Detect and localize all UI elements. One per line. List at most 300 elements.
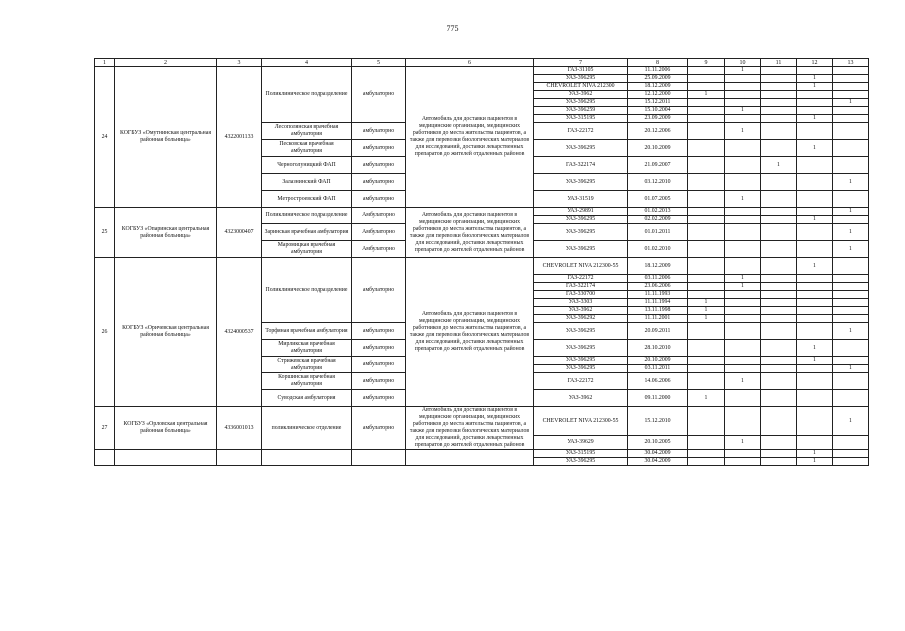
acquired-date: 12.12.2000 xyxy=(628,91,688,99)
mark-col-12 xyxy=(797,241,833,258)
vehicle-model: УАЗ-396295 xyxy=(534,224,628,241)
mark-col-11 xyxy=(761,241,797,258)
mark-col-10 xyxy=(725,208,761,216)
mark-col-12 xyxy=(797,373,833,390)
unit-name xyxy=(262,450,352,466)
mark-col-13 xyxy=(833,436,869,450)
acquired-date: 11.11.1994 xyxy=(628,299,688,307)
mark-col-9 xyxy=(688,323,725,340)
mark-col-11 xyxy=(761,99,797,107)
mark-col-12: 1 xyxy=(797,357,833,365)
org-name: КОГБУЗ «Орловская центральная районная больница» xyxy=(115,407,217,450)
mark-col-13: 1 xyxy=(833,208,869,216)
column-number: 4 xyxy=(262,59,352,67)
org-number: 24 xyxy=(95,67,115,208)
vehicle-model: УАЗ-396295 xyxy=(534,323,628,340)
care-type: амбулаторно xyxy=(352,340,406,357)
mark-col-9 xyxy=(688,224,725,241)
acquired-date: 30.04.2009 xyxy=(628,458,688,466)
acquired-date: 11.11.2001 xyxy=(628,315,688,323)
vehicle-model: УАЗ-396295 xyxy=(534,216,628,224)
mark-col-10 xyxy=(725,174,761,191)
mark-col-12 xyxy=(797,307,833,315)
mark-col-13 xyxy=(833,291,869,299)
vehicle-purpose: Автомобиль для доставки пациентов в медицинские организации, медицинских работников до места жительства пациентов, а также для перевозки биологических материалов для исследований, доставки лекарственных препаратов до жителей отдаленных районов xyxy=(406,258,534,407)
mark-col-9 xyxy=(688,99,725,107)
mark-col-10 xyxy=(725,258,761,275)
mark-col-10: 1 xyxy=(725,123,761,140)
vehicle-purpose xyxy=(406,450,534,466)
mark-col-11 xyxy=(761,258,797,275)
vehicle-model: УАЗ-396259 xyxy=(534,107,628,115)
org-number xyxy=(95,450,115,466)
mark-col-11 xyxy=(761,323,797,340)
acquired-date: 03.11.2006 xyxy=(628,275,688,283)
table-row xyxy=(95,208,869,216)
mark-col-11 xyxy=(761,373,797,390)
mark-col-13: 1 xyxy=(833,407,869,436)
mark-col-12: 1 xyxy=(797,216,833,224)
column-number: 7 xyxy=(534,59,628,67)
vehicle-purpose: Автомобиль для доставки пациентов в медицинские организации, медицинских работников до места жительства пациентов, а также для перевозки биологических материалов для исследований, доставки лекарственных препаратов до жителей отдаленных районов xyxy=(406,67,534,208)
mark-col-9 xyxy=(688,67,725,75)
acquired-date: 14.06.2006 xyxy=(628,373,688,390)
vehicle-model: УАЗ-315195 xyxy=(534,115,628,123)
mark-col-10 xyxy=(725,340,761,357)
column-number: 12 xyxy=(797,59,833,67)
acquired-date: 15.10.2004 xyxy=(628,107,688,115)
mark-col-9 xyxy=(688,458,725,466)
mark-col-9 xyxy=(688,157,725,174)
mark-col-12 xyxy=(797,224,833,241)
acquired-date: 15.12.2011 xyxy=(628,99,688,107)
column-number-row xyxy=(95,59,869,67)
mark-col-13 xyxy=(833,157,869,174)
mark-col-11 xyxy=(761,307,797,315)
mark-col-13 xyxy=(833,140,869,157)
acquired-date: 30.04.2009 xyxy=(628,450,688,458)
care-type: амбулаторно xyxy=(352,140,406,157)
mark-col-12 xyxy=(797,157,833,174)
mark-col-9 xyxy=(688,357,725,365)
mark-col-10 xyxy=(725,458,761,466)
care-type: амбулаторно xyxy=(352,323,406,340)
mark-col-13 xyxy=(833,83,869,91)
mark-col-10: 1 xyxy=(725,283,761,291)
mark-col-12 xyxy=(797,275,833,283)
acquired-date: 11.11.2006 xyxy=(628,67,688,75)
mark-col-12: 1 xyxy=(797,258,833,275)
vehicle-model: УАЗ-39629 xyxy=(534,436,628,450)
mark-col-10: 1 xyxy=(725,67,761,75)
vehicle-purpose: Автомобиль для доставки пациентов в медицинские организации, медицинских работников до места жительства пациентов, а также для перевозки биологических материалов для исследований, доставки лекарственных препаратов до жителей отдаленных районов xyxy=(406,208,534,258)
mark-col-9 xyxy=(688,436,725,450)
vehicle-purpose: Автомобиль для доставки пациентов в медицинские организации, медицинских работников до места жительства пациентов, а также для перевозки биологических материалов для исследований, доставки лекарственных препаратов до жителей отдаленных районов xyxy=(406,407,534,450)
mark-col-12 xyxy=(797,208,833,216)
mark-col-9 xyxy=(688,365,725,373)
unit-name: Коршинская врачебная амбулатория xyxy=(262,373,352,390)
vehicle-model: УАЗ-3303 xyxy=(534,299,628,307)
mark-col-13 xyxy=(833,307,869,315)
mark-col-9 xyxy=(688,208,725,216)
mark-col-10: 1 xyxy=(725,107,761,115)
unit-name: Поликлиническое подразделение xyxy=(262,208,352,224)
mark-col-12 xyxy=(797,191,833,208)
org-code: 4323000407 xyxy=(217,208,262,258)
mark-col-9 xyxy=(688,140,725,157)
org-name xyxy=(115,450,217,466)
mark-col-12: 1 xyxy=(797,450,833,458)
vehicle-model: УАЗ-396295 xyxy=(534,174,628,191)
unit-name: Поликлиническое подразделение xyxy=(262,67,352,123)
column-number: 2 xyxy=(115,59,217,67)
mark-col-9 xyxy=(688,115,725,123)
vehicle-model: ГАЗ-22172 xyxy=(534,275,628,283)
unit-name: Лесополянская врачебная амбулатория xyxy=(262,123,352,140)
mark-col-11 xyxy=(761,340,797,357)
mark-col-11 xyxy=(761,357,797,365)
table-row xyxy=(95,407,869,436)
page-number: 775 xyxy=(446,24,459,33)
unit-name: Метростроевский ФАП xyxy=(262,191,352,208)
mark-col-13: 1 xyxy=(833,174,869,191)
mark-col-10 xyxy=(725,216,761,224)
mark-col-12: 1 xyxy=(797,83,833,91)
mark-col-13: 1 xyxy=(833,99,869,107)
mark-col-13 xyxy=(833,107,869,115)
vehicle-model: УАЗ-396295 xyxy=(534,357,628,365)
mark-col-13 xyxy=(833,123,869,140)
care-type: амбулаторно xyxy=(352,258,406,323)
org-code xyxy=(217,450,262,466)
vehicle-model: ГАЗ-322174 xyxy=(534,157,628,174)
mark-col-12: 1 xyxy=(797,75,833,83)
mark-col-13 xyxy=(833,75,869,83)
mark-col-13 xyxy=(833,390,869,407)
mark-col-9 xyxy=(688,258,725,275)
mark-col-11 xyxy=(761,436,797,450)
unit-name: Залазнинский ФАП xyxy=(262,174,352,191)
mark-col-11 xyxy=(761,107,797,115)
acquired-date: 15.12.2010 xyxy=(628,407,688,436)
mark-col-10 xyxy=(725,299,761,307)
mark-col-10 xyxy=(725,450,761,458)
mark-col-12 xyxy=(797,323,833,340)
mark-col-12 xyxy=(797,67,833,75)
mark-col-11 xyxy=(761,115,797,123)
vehicle-model: УАЗ-396295 xyxy=(534,458,628,466)
care-type: амбулаторно xyxy=(352,373,406,390)
mark-col-9 xyxy=(688,75,725,83)
mark-col-12 xyxy=(797,91,833,99)
mark-col-10: 1 xyxy=(725,436,761,450)
mark-col-12: 1 xyxy=(797,340,833,357)
mark-col-9: 1 xyxy=(688,390,725,407)
vehicle-model: УАЗ-396295 xyxy=(534,365,628,373)
mark-col-9 xyxy=(688,123,725,140)
acquired-date: 13.11.1998 xyxy=(628,307,688,315)
mark-col-11 xyxy=(761,224,797,241)
mark-col-12 xyxy=(797,174,833,191)
unit-name: Черноголуницкий ФАП xyxy=(262,157,352,174)
acquired-date: 25.09.2009 xyxy=(628,75,688,83)
unit-name: Песковская врачебная амбулатория xyxy=(262,140,352,157)
mark-col-11 xyxy=(761,123,797,140)
mark-col-13 xyxy=(833,283,869,291)
mark-col-12 xyxy=(797,315,833,323)
column-number: 10 xyxy=(725,59,761,67)
acquired-date: 03.12.2010 xyxy=(628,174,688,191)
mark-col-12 xyxy=(797,283,833,291)
mark-col-12 xyxy=(797,291,833,299)
mark-col-10 xyxy=(725,357,761,365)
mark-col-11 xyxy=(761,407,797,436)
mark-col-10: 1 xyxy=(725,373,761,390)
table-row xyxy=(95,450,869,458)
mark-col-11 xyxy=(761,174,797,191)
mark-col-12 xyxy=(797,390,833,407)
vehicle-model: ГАЗ-330700 xyxy=(534,291,628,299)
mark-col-11 xyxy=(761,299,797,307)
acquired-date: 18.12.2009 xyxy=(628,258,688,275)
mark-col-9: 1 xyxy=(688,315,725,323)
mark-col-13: 1 xyxy=(833,241,869,258)
mark-col-10 xyxy=(725,407,761,436)
acquired-date: 20.09.2011 xyxy=(628,323,688,340)
acquired-date: 01.02.2013 xyxy=(628,208,688,216)
mark-col-9 xyxy=(688,174,725,191)
mark-col-12 xyxy=(797,407,833,436)
unit-name: Суводская амбулатория xyxy=(262,390,352,407)
mark-col-11 xyxy=(761,450,797,458)
acquired-date: 01.07.2005 xyxy=(628,191,688,208)
mark-col-11 xyxy=(761,140,797,157)
mark-col-12 xyxy=(797,107,833,115)
acquired-date: 28.10.2010 xyxy=(628,340,688,357)
mark-col-11: 1 xyxy=(761,157,797,174)
mark-col-10 xyxy=(725,83,761,91)
vehicle-model: CHEVROLET NIVA 212300 xyxy=(534,83,628,91)
acquired-date: 20.12.2006 xyxy=(628,123,688,140)
unit-name: Заринская врачебная амбулатория xyxy=(262,224,352,241)
mark-col-11 xyxy=(761,91,797,99)
care-type: амбулаторно xyxy=(352,123,406,140)
unit-name: Стрижевская врачебная амбулатория xyxy=(262,357,352,373)
mark-col-10 xyxy=(725,307,761,315)
table-row xyxy=(95,258,869,275)
mark-col-12 xyxy=(797,99,833,107)
mark-col-12: 1 xyxy=(797,140,833,157)
care-type: амбулаторно xyxy=(352,407,406,450)
mark-col-9 xyxy=(688,407,725,436)
acquired-date: 11.11.1993 xyxy=(628,291,688,299)
vehicle-table xyxy=(94,58,869,466)
acquired-date: 01.02.2010 xyxy=(628,241,688,258)
unit-name: Торфяная врачебная амбулатория xyxy=(262,323,352,340)
org-number: 25 xyxy=(95,208,115,258)
mark-col-10 xyxy=(725,140,761,157)
mark-col-13: 1 xyxy=(833,365,869,373)
org-code: 4336001013 xyxy=(217,407,262,450)
vehicle-model: УАЗ-396295 xyxy=(534,140,628,157)
mark-col-9: 1 xyxy=(688,299,725,307)
vehicle-model: УАЗ-3962 xyxy=(534,390,628,407)
mark-col-10 xyxy=(725,224,761,241)
mark-col-9: 1 xyxy=(688,307,725,315)
care-type: амбулаторно xyxy=(352,174,406,191)
mark-col-11 xyxy=(761,83,797,91)
mark-col-13 xyxy=(833,67,869,75)
mark-col-9 xyxy=(688,83,725,91)
vehicle-model: УАЗ-31519 xyxy=(534,191,628,208)
table-row xyxy=(95,67,869,75)
mark-col-13: 1 xyxy=(833,323,869,340)
vehicle-model: УАЗ-29891 xyxy=(534,208,628,216)
acquired-date: 23.06.2006 xyxy=(628,283,688,291)
unit-name: Мирликская врачебная амбулатория xyxy=(262,340,352,357)
org-name: КОГБУЗ «Оричевская центральная районная больница» xyxy=(115,258,217,407)
mark-col-11 xyxy=(761,191,797,208)
mark-col-10 xyxy=(725,323,761,340)
mark-col-9 xyxy=(688,107,725,115)
mark-col-10 xyxy=(725,75,761,83)
mark-col-11 xyxy=(761,216,797,224)
acquired-date: 01.01.2011 xyxy=(628,224,688,241)
mark-col-9 xyxy=(688,275,725,283)
column-number: 5 xyxy=(352,59,406,67)
mark-col-11 xyxy=(761,208,797,216)
care-type: амбулаторно xyxy=(352,157,406,174)
column-number: 1 xyxy=(95,59,115,67)
mark-col-13 xyxy=(833,357,869,365)
vehicle-model: УАЗ-396292 xyxy=(534,315,628,323)
mark-col-13 xyxy=(833,216,869,224)
mark-col-9 xyxy=(688,216,725,224)
mark-col-9 xyxy=(688,241,725,258)
mark-col-9 xyxy=(688,340,725,357)
org-code: 4324000537 xyxy=(217,258,262,407)
acquired-date: 09.11.2000 xyxy=(628,390,688,407)
mark-col-10 xyxy=(725,315,761,323)
mark-col-11 xyxy=(761,365,797,373)
vehicle-model: ГАЗ-31105 xyxy=(534,67,628,75)
care-type: Амбулаторно xyxy=(352,208,406,224)
mark-col-10 xyxy=(725,291,761,299)
mark-col-13 xyxy=(833,275,869,283)
mark-col-9 xyxy=(688,373,725,390)
mark-col-13 xyxy=(833,315,869,323)
mark-col-10 xyxy=(725,365,761,373)
org-number: 27 xyxy=(95,407,115,450)
mark-col-13 xyxy=(833,299,869,307)
mark-col-12 xyxy=(797,365,833,373)
mark-col-9: 1 xyxy=(688,91,725,99)
mark-col-10 xyxy=(725,91,761,99)
vehicle-model: CHEVROLET NIVA 212300-55 xyxy=(534,258,628,275)
vehicle-model: УАЗ-315195 xyxy=(534,450,628,458)
mark-col-10 xyxy=(725,115,761,123)
mark-col-11 xyxy=(761,67,797,75)
mark-col-13 xyxy=(833,450,869,458)
vehicle-model: ГАЗ-22172 xyxy=(534,123,628,140)
mark-col-12: 1 xyxy=(797,458,833,466)
column-number: 8 xyxy=(628,59,688,67)
acquired-date: 03.11.2011 xyxy=(628,365,688,373)
vehicle-model: УАЗ-3962 xyxy=(534,91,628,99)
org-name: КОГБУЗ «Омутнинская центральная районная больница» xyxy=(115,67,217,208)
acquired-date: 20.10.2009 xyxy=(628,140,688,157)
mark-col-12 xyxy=(797,123,833,140)
acquired-date: 20.10.2009 xyxy=(628,357,688,365)
mark-col-10: 1 xyxy=(725,275,761,283)
column-number: 3 xyxy=(217,59,262,67)
mark-col-13 xyxy=(833,258,869,275)
vehicle-model: УАЗ-396295 xyxy=(534,241,628,258)
mark-col-13: 1 xyxy=(833,224,869,241)
vehicle-model: УАЗ-396295 xyxy=(534,99,628,107)
acquired-date: 02.02.2009 xyxy=(628,216,688,224)
vehicle-model: УАЗ-3962 xyxy=(534,307,628,315)
unit-name: Маромицкая врачебная амбулатория xyxy=(262,241,352,258)
vehicle-model: ГАЗ-22172 xyxy=(534,373,628,390)
acquired-date: 18.12.2009 xyxy=(628,83,688,91)
org-code: 4322001133 xyxy=(217,67,262,208)
mark-col-11 xyxy=(761,283,797,291)
mark-col-11 xyxy=(761,291,797,299)
care-type: амбулаторно xyxy=(352,390,406,407)
vehicle-model: ГАЗ-322174 xyxy=(534,283,628,291)
mark-col-13 xyxy=(833,373,869,390)
unit-name: поликлиническое отделение xyxy=(262,407,352,450)
mark-col-9 xyxy=(688,450,725,458)
acquired-date: 23.09.2009 xyxy=(628,115,688,123)
org-name: КОГБУЗ «Опаринская центральная районная больница» xyxy=(115,208,217,258)
mark-col-13 xyxy=(833,91,869,99)
mark-col-10 xyxy=(725,157,761,174)
mark-col-11 xyxy=(761,458,797,466)
mark-col-11 xyxy=(761,75,797,83)
mark-col-12 xyxy=(797,299,833,307)
mark-col-13 xyxy=(833,340,869,357)
vehicle-model: УАЗ-396295 xyxy=(534,75,628,83)
unit-name: Поликлиническое подразделение xyxy=(262,258,352,323)
care-type: Амбулаторно xyxy=(352,224,406,241)
mark-col-11 xyxy=(761,275,797,283)
vehicle-model: CHEVROLET NIVA 212300-55 xyxy=(534,407,628,436)
care-type: Амбулаторно xyxy=(352,241,406,258)
mark-col-11 xyxy=(761,315,797,323)
mark-col-13 xyxy=(833,115,869,123)
mark-col-10 xyxy=(725,390,761,407)
acquired-date: 21.09.2007 xyxy=(628,157,688,174)
mark-col-11 xyxy=(761,390,797,407)
care-type: амбулаторно xyxy=(352,357,406,373)
mark-col-10 xyxy=(725,99,761,107)
vehicle-model: УАЗ-396295 xyxy=(534,340,628,357)
org-number: 26 xyxy=(95,258,115,407)
care-type xyxy=(352,450,406,466)
care-type: амбулаторно xyxy=(352,67,406,123)
mark-col-9 xyxy=(688,191,725,208)
care-type: амбулаторно xyxy=(352,191,406,208)
column-number: 13 xyxy=(833,59,869,67)
column-number: 9 xyxy=(688,59,725,67)
column-number: 6 xyxy=(406,59,534,67)
mark-col-10: 1 xyxy=(725,191,761,208)
mark-col-12: 1 xyxy=(797,115,833,123)
mark-col-9 xyxy=(688,283,725,291)
mark-col-10 xyxy=(725,241,761,258)
